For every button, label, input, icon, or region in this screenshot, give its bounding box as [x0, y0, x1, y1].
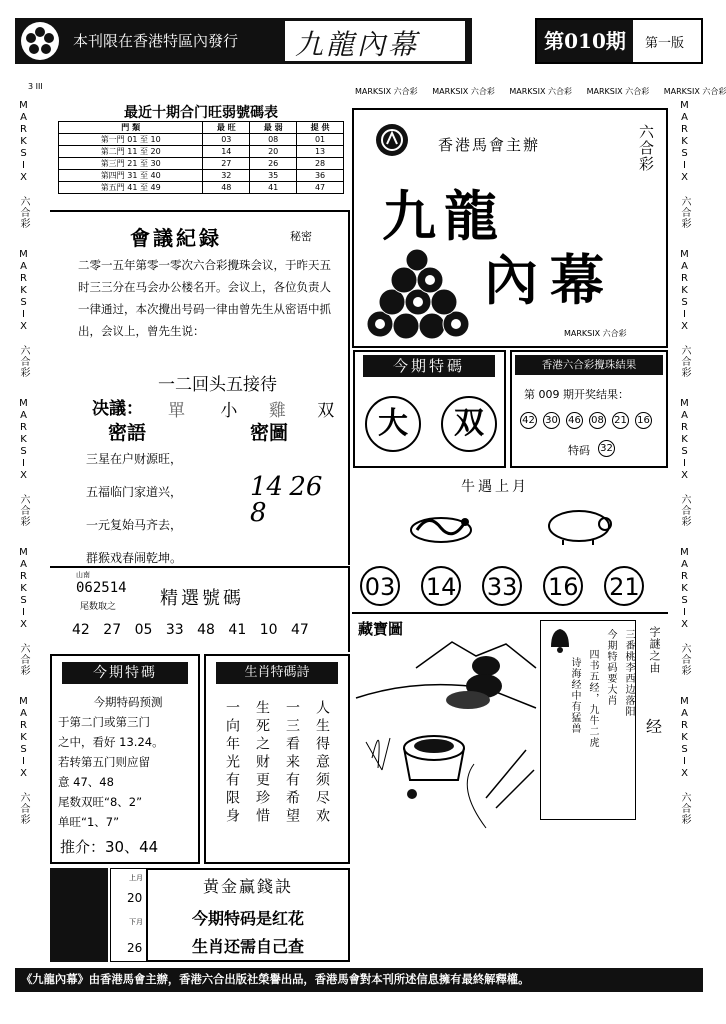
riddle-col: 四书五经，九牛二虎: [587, 649, 598, 748]
footer-bar: [15, 968, 703, 992]
left-ribbon-text-3: MARKSIX 六合彩: [18, 398, 29, 527]
table-cell: 08: [250, 134, 297, 146]
decision-word: 小: [220, 401, 238, 421]
riddle-col: 诗海经中有猛兽: [569, 657, 580, 734]
issue-box: [535, 18, 703, 64]
selected-number: 27: [103, 622, 122, 638]
table-cell: 第一門 01 至 10: [59, 134, 203, 146]
ribbon-text-5: MARKSIX 六合彩: [663, 87, 726, 96]
results-panel: [510, 350, 668, 468]
table-cell: 27: [203, 158, 250, 170]
secret-map-label: 密圖: [250, 422, 289, 444]
treasure-riddle-box: [540, 620, 636, 820]
selected-tail: 尾数取之: [80, 602, 117, 612]
special-word-big: 大: [365, 396, 421, 452]
minutes-body: 二零一五年第零一零次六合彩攪珠会议，于昨天五时三三分在马会办公楼名开。会议上，各位负责人一律通过，本次攪出号码一律由曾先生从密语中抓出，会议上，曾先生说：: [78, 258, 331, 338]
top-ribbon: [355, 86, 726, 100]
minutes-poem: [86, 440, 182, 576]
table-row: [59, 134, 344, 146]
history-header-cell: 最 弱: [250, 122, 297, 134]
results-title: 香港六合彩攪珠結果: [515, 355, 663, 375]
selected-title: 精選號碼: [160, 588, 244, 609]
selected-number: 42: [72, 622, 90, 638]
selected-number: 47: [290, 622, 309, 638]
table-cell: 01: [297, 134, 344, 146]
poem-line: 五福临门家道兴，: [86, 485, 183, 499]
riddle-label: 字謎之由: [648, 626, 661, 674]
golden-num-b: 26: [127, 941, 143, 955]
brand-organizer: 香港馬會主辦: [438, 136, 541, 154]
left-ribbon-text-5: MARKSIX 六合彩: [18, 696, 29, 825]
table-cell: 20: [250, 146, 297, 158]
selected-number: 33: [165, 622, 184, 638]
selected-section: [50, 566, 350, 652]
header-banner: [15, 18, 472, 64]
left-ribbon: [16, 100, 38, 960]
decision-label: 决議：: [92, 399, 143, 419]
brand-side-label: 六合彩: [637, 124, 655, 172]
brand-title-2: 內幕: [484, 248, 616, 312]
predict-line: 之中，看好 13.24。: [58, 735, 164, 749]
left-ribbon-text: MARKSIX 六合彩: [18, 100, 29, 229]
table-row: [59, 158, 344, 170]
golden-label-b: 下月: [129, 918, 143, 926]
result-ball: 30: [543, 412, 560, 429]
zodiac-poem-col: 一三看来有希望: [284, 700, 300, 826]
big-number-ball: 33: [482, 566, 522, 606]
riddle-answer: 经: [646, 717, 663, 736]
selected-number: 05: [134, 622, 153, 638]
right-ribbon-text-2: MARKSIX 六合彩: [679, 249, 690, 378]
big-number-ball: 21: [604, 566, 644, 606]
golden-label-a: 上月: [129, 874, 143, 882]
golden-title: 黄金赢錢訣: [202, 877, 293, 896]
table-row: [59, 182, 344, 194]
selected-number: 41: [228, 622, 247, 638]
table-cell: 第四門 31 至 40: [59, 170, 203, 182]
horse-emblem-icon: [376, 124, 408, 156]
snake-illustration: [403, 502, 479, 548]
predict-lines: [58, 692, 198, 832]
results-special-ball: 32: [598, 440, 615, 457]
minutes-section: [50, 210, 350, 565]
table-cell: 35: [250, 170, 297, 182]
ribbon-text-3: MARKSIX 六合彩: [509, 87, 573, 96]
table-cell: 第三門 21 至 30: [59, 158, 203, 170]
zodiac-poem-title: 生肖特碼詩: [216, 662, 338, 684]
predict-line: 尾数双旺“8、2”: [58, 795, 143, 809]
poem-line: 三星在户财源旺，: [86, 452, 183, 466]
golden-line-1: 今期特码是红花: [191, 909, 304, 928]
logo-badge: [21, 22, 59, 60]
selected-number: 10: [259, 622, 278, 638]
history-table-box: [58, 105, 344, 205]
table-row: [59, 170, 344, 182]
special-title: 今期特碼: [363, 355, 495, 377]
treasure-title: 藏寶圖: [358, 620, 404, 638]
minutes-saying: 一二回头五接待: [158, 375, 277, 395]
page-mark: 3 III: [28, 82, 43, 91]
big-number-ball: 14: [421, 566, 461, 606]
table-cell: 48: [203, 182, 250, 194]
ribbon-text-4: MARKSIX 六合彩: [586, 87, 650, 96]
lottery-balls-illustration: [362, 248, 472, 340]
result-ball: 21: [612, 412, 629, 429]
brand-panel: [352, 108, 668, 348]
minutes-tag: 秘密: [290, 230, 312, 243]
table-cell: 41: [250, 182, 297, 194]
table-cell: 36: [297, 170, 344, 182]
table-cell: 47: [297, 182, 344, 194]
history-header-cell: 最 旺: [203, 122, 250, 134]
big-number-ball: 16: [543, 566, 583, 606]
right-ribbon: [677, 100, 699, 960]
ribbon-text-2: MARKSIX 六合彩: [432, 87, 495, 96]
riddle-col: 三番桃李西边落阳: [623, 629, 634, 717]
header-logo-title: 九龍內幕: [295, 28, 420, 61]
zodiac-hint: 牛遇上月: [461, 479, 529, 495]
selected-code: 062514: [76, 580, 127, 596]
big-number-ball: 03: [360, 566, 400, 606]
table-cell: 14: [203, 146, 250, 158]
zodiac-hint-area: [353, 472, 668, 562]
history-table: [58, 121, 344, 194]
edition-label: 第一版: [645, 36, 685, 51]
zodiac-poem-section: [204, 654, 350, 864]
poem-line: 一元复始马齐去，: [86, 518, 183, 532]
flower-icon: [21, 22, 59, 60]
table-cell: 第五門 41 至 49: [59, 182, 203, 194]
secret-words-label: 密語: [108, 422, 147, 444]
right-ribbon-text: MARKSIX 六合彩: [679, 100, 690, 229]
table-cell: 26: [250, 158, 297, 170]
brand-title-1: 九龍: [382, 184, 506, 248]
left-ribbon-text-4: MARKSIX 六合彩: [18, 547, 29, 676]
predict-title: 今期特碼: [62, 662, 188, 684]
table-cell: 28: [297, 158, 344, 170]
table-cell: 第二門 11 至 20: [59, 146, 203, 158]
predict-line: 意 47、48: [58, 775, 114, 789]
predict-line: 若转第五门则应留: [58, 755, 150, 769]
table-cell: 13: [297, 146, 344, 158]
result-ball: 42: [520, 412, 537, 429]
results-special-label: 特码: [568, 444, 590, 457]
golden-line-2: 生肖还需自己查: [191, 937, 304, 956]
selected-number: 48: [197, 622, 215, 638]
right-ribbon-text-5: MARKSIX 六合彩: [679, 696, 690, 825]
special-panel: [353, 350, 506, 468]
issue-number: 第010期: [537, 20, 633, 62]
decision-word: 雞: [268, 401, 286, 421]
header-logo-area: [285, 21, 465, 61]
distribution-notice: 本刊限在香港特區內發行: [73, 32, 239, 50]
decision-word: 單: [168, 401, 185, 421]
golden-main-box: [146, 868, 350, 962]
bell-icon: [545, 625, 575, 653]
selected-header-small: 山南: [76, 571, 90, 579]
big-numbers-row: [360, 566, 670, 610]
predict-line: 于第二门或第三门: [58, 715, 150, 729]
riddle-col: 今期特码要大肖: [605, 629, 616, 706]
handwritten-numbers: 14 26 8: [250, 472, 323, 528]
golden-num-a: 20: [127, 891, 143, 905]
right-ribbon-text-4: MARKSIX 六合彩: [679, 547, 690, 676]
history-header-row: [59, 122, 344, 134]
predict-recommend: 推介：30、44: [60, 838, 159, 856]
golden-black-block: [50, 868, 108, 962]
left-ribbon-text-2: MARKSIX 六合彩: [18, 249, 29, 378]
right-ribbon-text-3: MARKSIX 六合彩: [679, 398, 690, 527]
table-row: [59, 146, 344, 158]
zodiac-poem-col: 一向年光有限身: [224, 700, 240, 826]
result-ball: 46: [566, 412, 583, 429]
brand-badge: [376, 124, 408, 156]
footer-text: 《九龍內幕》由香港馬會主辦，香港六合出版社榮譽出品，香港馬會對本刊所述信息擁有最終解釋權。: [21, 973, 530, 986]
decision-word: 双: [317, 401, 335, 421]
history-table-title: 最近十期合门旺弱號碼表: [124, 105, 278, 121]
predict-line: 单旺“1、7”: [58, 815, 120, 829]
results-issue: 第 009 期开奖结果：: [524, 388, 629, 401]
ribbon-text: MARKSIX 六合彩: [355, 87, 418, 96]
history-header-cell: 門 類: [59, 122, 203, 134]
treasure-illustration: [356, 638, 542, 834]
results-balls: [520, 412, 666, 429]
predict-section: [50, 654, 200, 864]
brand-footer: MARKSIX 六合彩: [564, 329, 627, 338]
minutes-title: 會議紀録: [130, 226, 222, 250]
zodiac-poem-col: 人生得意须尽欢: [314, 700, 330, 826]
golden-section: [50, 868, 350, 962]
table-cell: 32: [203, 170, 250, 182]
treasure-panel: [352, 612, 668, 838]
history-header-cell: 提 供: [297, 122, 344, 134]
result-ball: 08: [589, 412, 606, 429]
pig-illustration: [539, 504, 617, 546]
table-cell: 03: [203, 134, 250, 146]
poem-line: 群猴戏春闹乾坤。: [86, 551, 183, 565]
selected-numbers: [72, 622, 309, 638]
result-ball: 16: [635, 412, 652, 429]
special-word-double: 双: [441, 396, 497, 452]
predict-line: 今期特码预测: [93, 695, 163, 709]
zodiac-poem-col: 生死之财更珍惜: [254, 700, 270, 826]
